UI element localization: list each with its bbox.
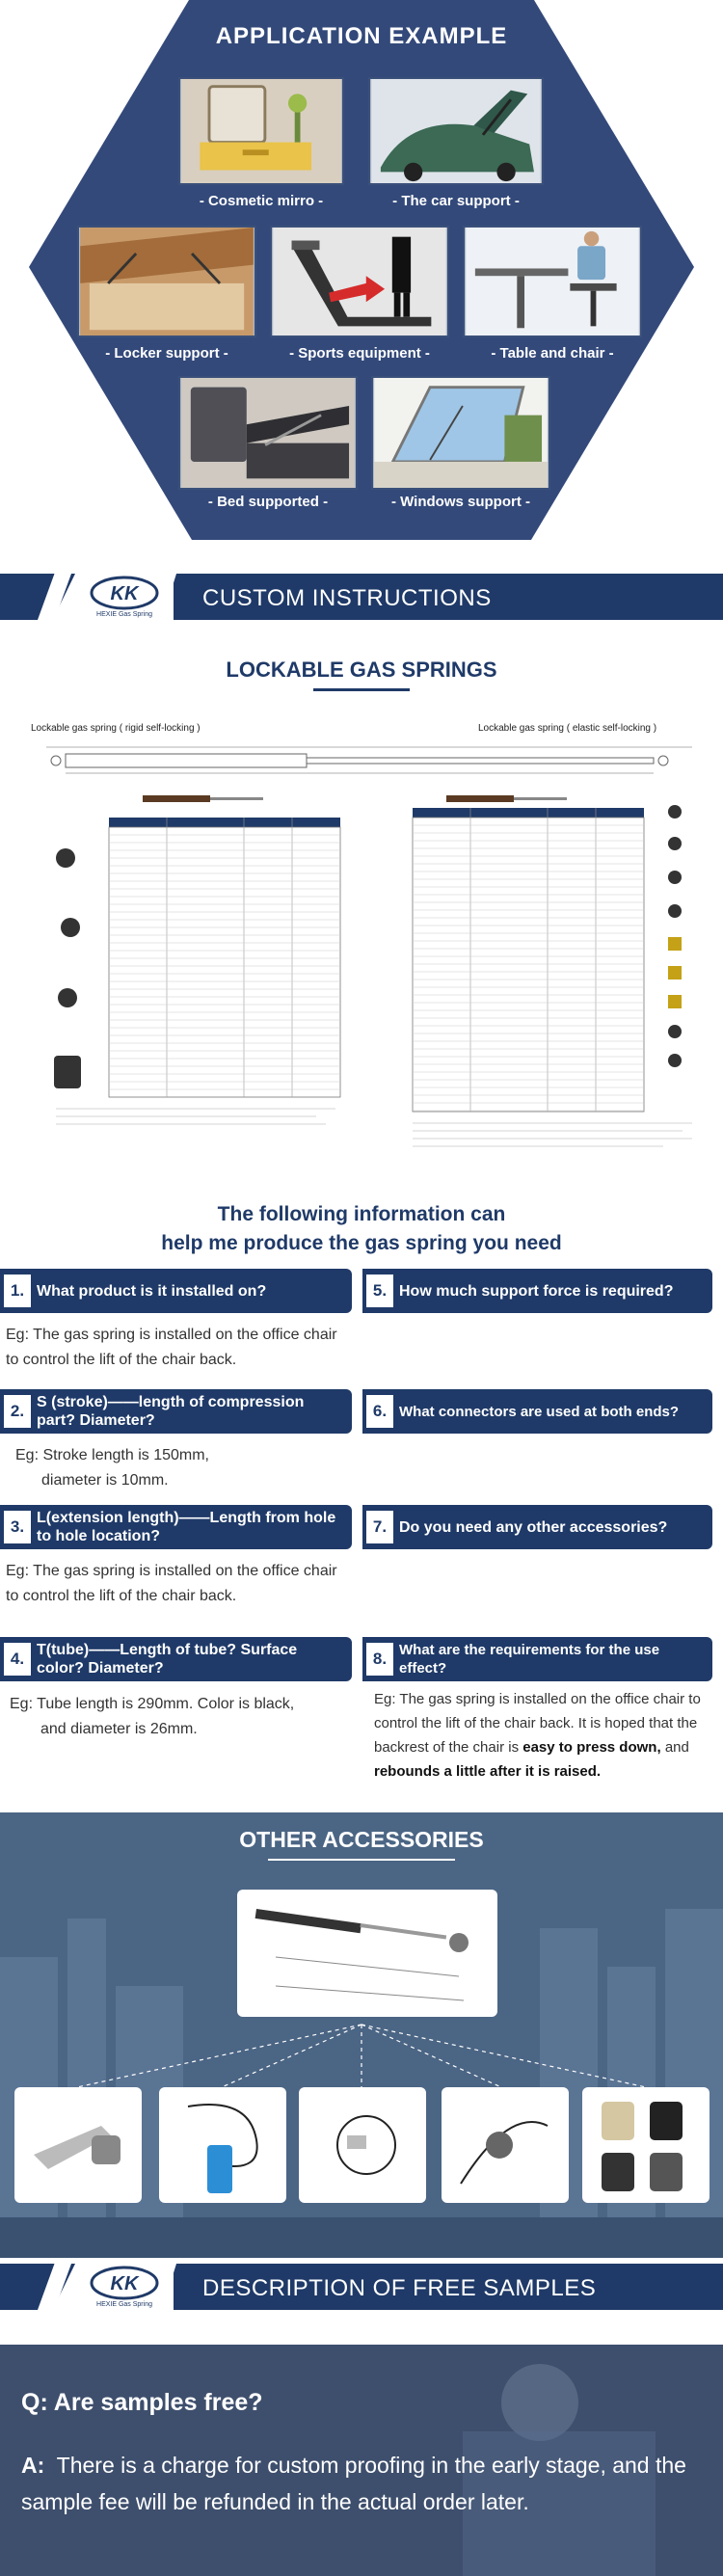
- example-1: Eg: The gas spring is installed on the office chair to control the lift of the chair back.: [6, 1327, 337, 1368]
- svg-text:HEXIE Gas Spring: HEXIE Gas Spring: [96, 611, 152, 618]
- gas-spring-with-cable-image: [237, 1890, 497, 2017]
- caption-car-support: - The car support -: [392, 193, 520, 209]
- caption-sports-equipment: - Sports equipment -: [289, 345, 430, 362]
- caption-cosmetic-mirror: - Cosmetic mirro -: [199, 193, 324, 209]
- accessories-title: OTHER ACCESSORIES: [239, 1827, 484, 1852]
- example-3: Eg: The gas spring is installed on the office chair to control the lift of the chair back.: [6, 1563, 337, 1604]
- svg-text:KK: KK: [110, 2273, 139, 2294]
- info-title: The following information can help me produce the gas spring you need: [161, 1203, 562, 1254]
- example-2: Eg: Stroke length is 150mm, diameter is 10mm.: [15, 1447, 209, 1489]
- caption-windows-support: - Windows support -: [390, 494, 530, 510]
- svg-text:HEXIE Gas Spring: HEXIE Gas Spring: [96, 2301, 152, 2308]
- free-samples-bar: [0, 2264, 723, 2310]
- accessory-trigger-cable-image: [442, 2087, 569, 2203]
- technical-drawing: [27, 713, 702, 1176]
- accessory-cable-release-image: [299, 2087, 426, 2203]
- example-8: Eg: The gas spring is installed on the office chair to control the lift of the chair back. It is hoped that the backrest of the chair is easy to press down, and rebounds a little after it is raised.: [374, 1691, 701, 1780]
- question-4: 4. T(tube)——Length of tube? Surface color? Diameter?: [0, 1637, 352, 1681]
- bed-support-image: [178, 376, 358, 490]
- caption-table-and-chair: - Table and chair -: [491, 345, 614, 362]
- lockable-title: LOCKABLE GAS SPRINGS: [226, 657, 497, 682]
- question-3: 3. L(extension length)——Length from hole to hole location?: [0, 1505, 352, 1549]
- accessory-remote-cable-image: [159, 2087, 286, 2203]
- question-2: 2. S (stroke)——length of compression part? Diameter?: [0, 1389, 352, 1434]
- caption-locker-support: - Locker support -: [105, 345, 228, 362]
- table-and-chair-image: [463, 226, 642, 337]
- right-spec-table: [413, 808, 644, 1112]
- question-5: 5. How much support force is required?: [362, 1269, 712, 1313]
- free-samples-title: DESCRIPTION OF FREE SAMPLES: [202, 2275, 597, 2301]
- application-title: APPLICATION EXAMPLE: [215, 23, 508, 49]
- caption-bed-supported: - Bed supported -: [207, 494, 329, 510]
- sports-equipment-image: [270, 226, 449, 337]
- accessory-brackets-image: [582, 2087, 710, 2203]
- left-spring-label: Lockable gas spring ( rigid self-locking ): [31, 723, 201, 734]
- question-6: 6. What connectors are used at both ends?: [362, 1389, 712, 1434]
- question-7: 7. Do you need any other accessories?: [362, 1505, 712, 1549]
- kk-logo-icon: [87, 2266, 162, 2308]
- left-spec-table: [109, 818, 340, 1097]
- custom-instructions-title: CUSTOM INSTRUCTIONS: [202, 585, 492, 611]
- windows-support-image: [371, 376, 550, 490]
- cosmetic-mirror-image: [178, 77, 344, 185]
- sample-answer: A: There is a charge for custom proofing in the early stage, and the sample fee will be refunded in the actual order later.: [21, 2453, 686, 2514]
- custom-instructions-bar: [0, 574, 723, 620]
- sample-question: Q: Are samples free?: [21, 2389, 263, 2416]
- title-underline: [313, 688, 410, 691]
- car-support-image: [368, 77, 544, 185]
- question-8: 8. What are the requirements for the use effect?: [362, 1637, 712, 1681]
- question-1: 1. What product is it installed on?: [0, 1269, 352, 1313]
- title-underline: [268, 1859, 455, 1861]
- right-spring-label: Lockable gas spring ( elastic self-locking ): [478, 723, 657, 734]
- locker-support-image: [77, 226, 256, 337]
- svg-text:KK: KK: [110, 583, 139, 604]
- kk-logo-icon: [87, 576, 162, 618]
- example-4: Eg: Tube length is 290mm. Color is black, and diameter is 26mm.: [10, 1696, 295, 1737]
- accessory-lever-image: [14, 2087, 142, 2203]
